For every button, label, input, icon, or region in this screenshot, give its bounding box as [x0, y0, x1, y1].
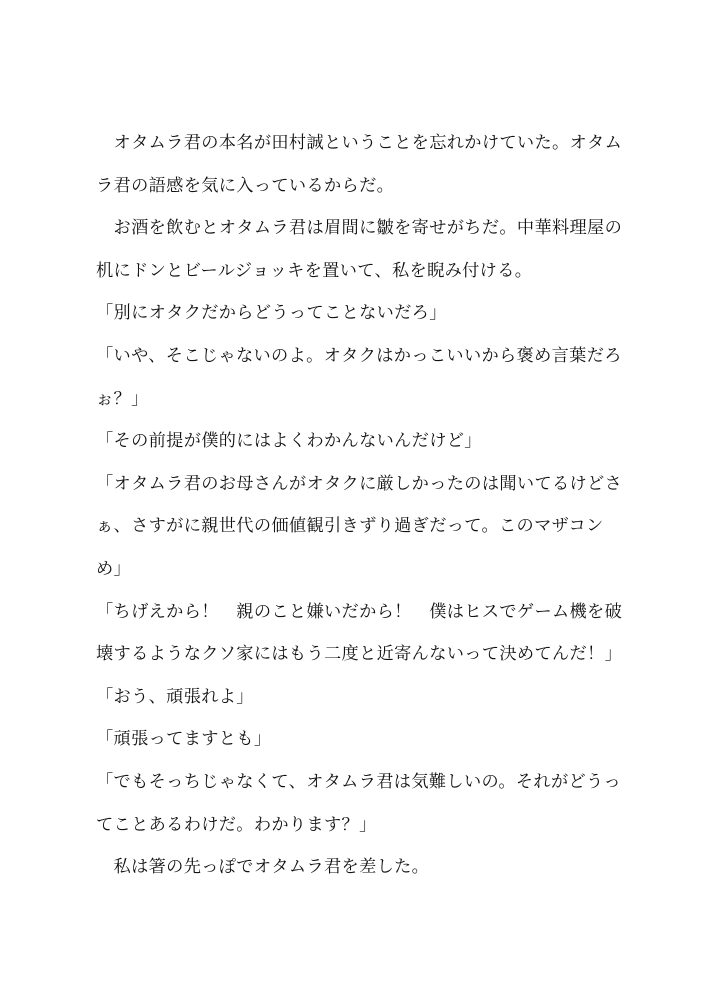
text-line: 机にドンとビールジョッキを置いて、私を睨み付ける。	[96, 260, 533, 281]
text-body	[96, 122, 623, 889]
text-line: ラ君の語感を気に入っているからだ。	[96, 175, 395, 196]
text-line: 「オタムラ君のお母さんがオタクに厳しかったのは聞いてるけどさ	[96, 473, 623, 494]
text-line: オタムラ君の本名が田村誠ということを忘れかけていた。オタム	[96, 133, 623, 153]
text-line: 「別にオタクだからどうってことないだろ」	[96, 303, 447, 324]
text-line: 「いや、そこじゃないのよ。オタクはかっこいいから褒め言葉だろ	[96, 345, 622, 366]
text-line: お酒を飲むとオタムラ君は眉間に皺を寄せがちだ。中華料理屋の	[96, 218, 623, 239]
text-line: 「でもそっちじゃなくて、オタムラ君は気難しいの。それがどうっ	[96, 771, 622, 792]
text-line: 「その前提が僕的にはよくわかんないんだけど」	[96, 431, 482, 452]
text-line: 「ちげえから！ 親のこと嫌いだから！ 僕はヒスでゲーム機を破	[96, 601, 623, 622]
text-line: ぉ？」	[96, 388, 149, 409]
text-line: てことあるわけだ。わかります？」	[96, 814, 377, 835]
text-line: 「おう、頑張れよ」	[96, 686, 254, 707]
text-line: め」	[96, 558, 132, 579]
text-line: 「頑張ってますとも」	[96, 729, 272, 750]
text-line: ぁ、さすがに親世代の価値観引きずり過ぎだって。このマザコン	[96, 516, 604, 537]
text-line: 壊するようなクソ家にはもう二度と近寄んないって決めてんだ！」	[96, 644, 623, 665]
text-line: 私は箸の先っぽでオタムラ君を差した。	[96, 857, 430, 878]
